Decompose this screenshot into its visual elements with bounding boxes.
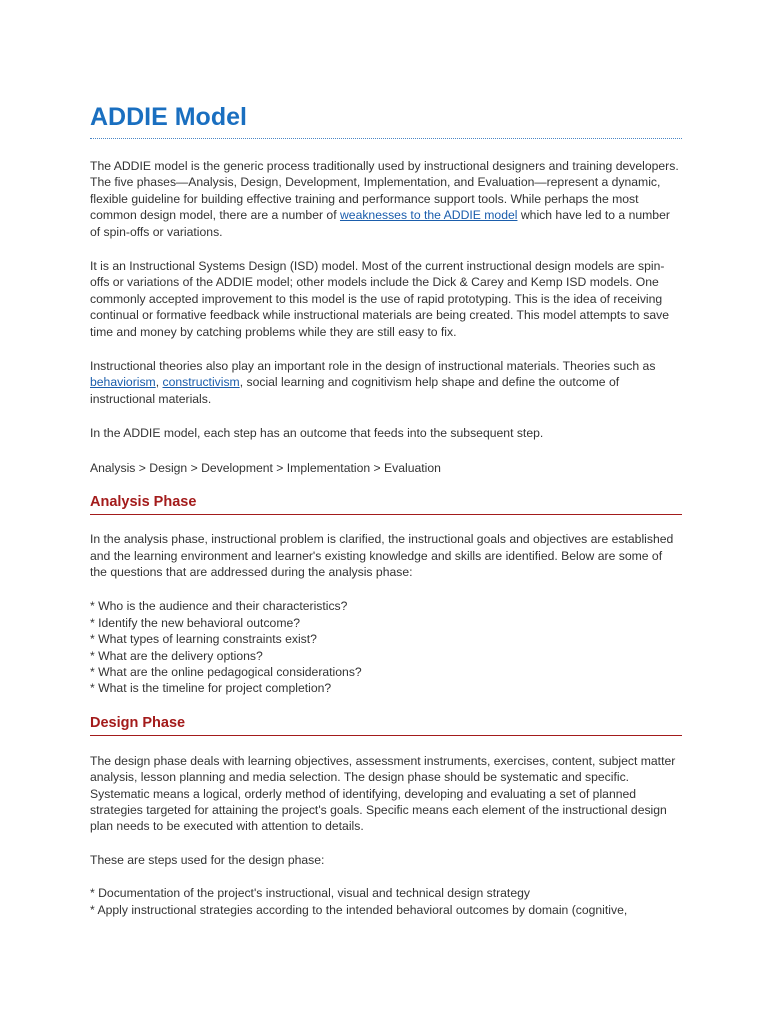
phase-flow-line: Analysis > Design > Development > Implementation > Evaluation: [90, 460, 441, 475]
design-steps-intro: These are steps used for the design phase:: [90, 852, 325, 867]
constructivism-link[interactable]: constructivism: [162, 375, 240, 390]
list-item: * What are the delivery options?: [90, 648, 263, 663]
design-phase-heading: Design Phase: [90, 714, 682, 736]
list-item: * What types of learning constraints exist?: [90, 632, 317, 647]
list-item: * Who is the audience and their characteristics?: [90, 599, 348, 614]
theory-text-end: , social learning and cognitivism help shape and define the outcome of instructional materials.: [90, 375, 620, 406]
theory-separator: ,: [155, 375, 163, 390]
analysis-phase-heading: Analysis Phase: [90, 493, 682, 515]
behaviorism-link[interactable]: behaviorism: [90, 375, 156, 390]
intro-text-end: which have led to a number of spin-offs or variations.: [90, 208, 670, 239]
page-title: ADDIE Model: [90, 100, 682, 139]
list-item: * What are the online pedagogical considerations?: [90, 664, 362, 679]
theory-text-start: Instructional theories also play an important role in the design of instructional materials. Theories such as: [90, 359, 656, 374]
isd-paragraph: It is an Instructional Systems Design (ISD) model. Most of the current instructional design models are spin-offs or variations of the ADDIE model; other models include the Dick & Carey and Kemp ISD models. One commonly accepted improvement to this model is the use of rapid prototyping. This is the idea of receiving continual or formative feedback while instructional materials are being created. This model attempts to save time and money by catching problems while they are still easy to fix.: [90, 259, 669, 339]
intro-text-start: The ADDIE model is the generic process traditionally used by instructional designers and training developers. The five phases—Analysis, Design, Development, Implementation, and Evaluation—represent a dynamic, flexible guideline for building effective training and performance support tools. While perhaps the most common design model, there are a number of: [90, 159, 679, 223]
theory-paragraph: [90, 358, 682, 407]
analysis-questions-list: [90, 598, 682, 696]
design-steps-list: [90, 885, 682, 918]
list-item: * Documentation of the project's instructional, visual and technical design strategy: [90, 886, 530, 901]
list-item: * Apply instructional strategies according to the intended behavioral outcomes by domain (cognitive,: [90, 902, 628, 917]
intro-paragraph: [90, 158, 682, 240]
weaknesses-link[interactable]: weaknesses to the ADDIE model: [339, 208, 518, 223]
list-item: * What is the timeline for project completion?: [90, 681, 332, 696]
analysis-phase-body: In the analysis phase, instructional problem is clarified, the instructional goals and objectives are established and the learning environment and learner's existing knowledge and skills are identified. Below are some of the questions that are addressed during the analysis phase:: [90, 532, 674, 579]
document-page: [90, 100, 682, 918]
list-item: * Identify the new behavioral outcome?: [90, 615, 301, 630]
design-phase-body: The design phase deals with learning objectives, assessment instruments, exercises, content, subject matter analysis, lesson planning and media selection. The design phase should be systematic and specific. Systematic means a logical, orderly method of identifying, developing and evaluating a set of planned strategies targeted for attaining the project's goals. Specific means each element of the instructional design plan needs to be executed with attention to details.: [90, 753, 676, 834]
step-paragraph: In the ADDIE model, each step has an outcome that feeds into the subsequent step.: [90, 426, 544, 441]
